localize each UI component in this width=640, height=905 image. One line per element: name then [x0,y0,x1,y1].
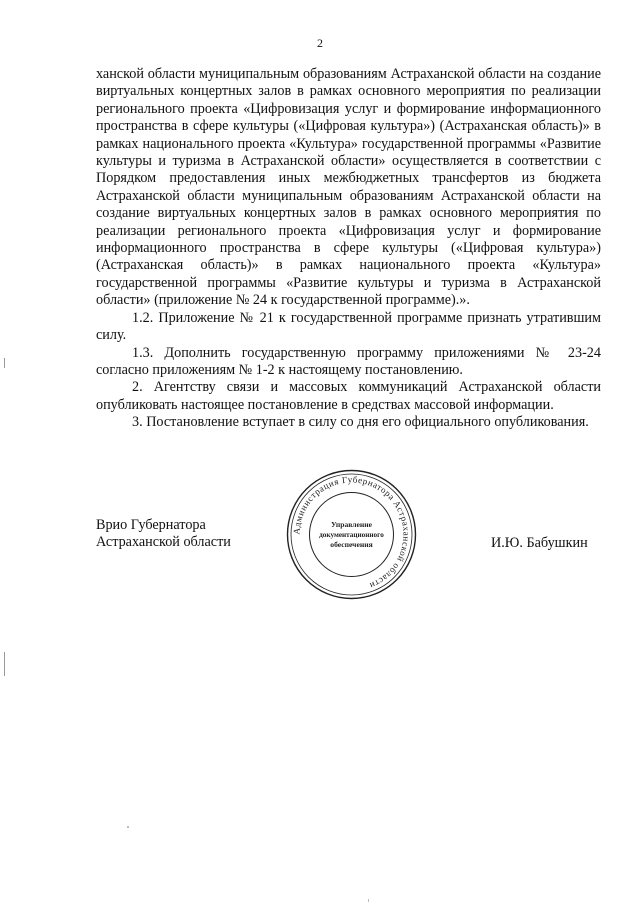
signatory-title [96,517,231,552]
paragraph-continuation: ханской области муниципальным образованиям Астраханской области на создание виртуальных концертных залов в рамках основного мероприятия по реализации регионального проекта «Цифровизация услуг и формирование информационного пространства в сфере культуры («Цифровая культура») (Астраханская область)» в рамках национального проекта «Культура» государственной программы «Развитие культуры и туризма в Астраханской области» осуществляется в соответствии с Порядком предоставления иных межбюджетных трансфертов из бюджета Астраханской области муниципальным образованиям Астраханской области на создание виртуальных концертных залов в рамках основного мероприятия по реализации регионального проекта «Цифровизация услуг и формирование информационного пространства в сфере культуры («Цифровая культура») (Астраханская область)» в рамках национального проекта «Культура» государственной программы «Развитие культуры и туризма в Астраханской области» (приложение № 24 к государственной программе).». [96,66,601,309]
signatory-title-line2: Астраханской области [96,534,231,551]
signatory-name: И.Ю. Бабушкин [491,535,588,551]
stamp-center-line2: документационного [319,531,384,539]
scan-margin-mark [4,358,5,368]
paragraph-3: 3. Постановление вступает в силу со дня его официального опубликования. [132,414,589,431]
stamp-seal-icon [285,468,418,601]
scan-speck [127,826,129,828]
paragraph-1-3: 1.3. Дополнить государственную программу приложениями № 23-24 согласно приложениям № 1-2 к настоящему постановлению. [96,344,601,378]
scan-speck [368,899,369,902]
document-body [96,66,601,432]
signatory-title-line1: Врио Губернатора [96,517,206,533]
page-number: 2 [317,36,323,50]
paragraph-1-2: 1.2. Приложение № 21 к государственной программе признать утратившим силу. [96,309,601,344]
stamp-center-line1: Управление [330,520,373,529]
paragraph-2: 2. Агентству связи и массовых коммуникаций Астраханской области опубликовать настоящее постановление в средствах массовой информации. [96,379,601,413]
scan-margin-mark [4,652,5,676]
official-stamp [285,468,418,601]
stamp-ring-text: Администрация Губернатора Астраханской области [291,474,412,592]
stamp-center-line3: обеспечения [330,540,373,549]
